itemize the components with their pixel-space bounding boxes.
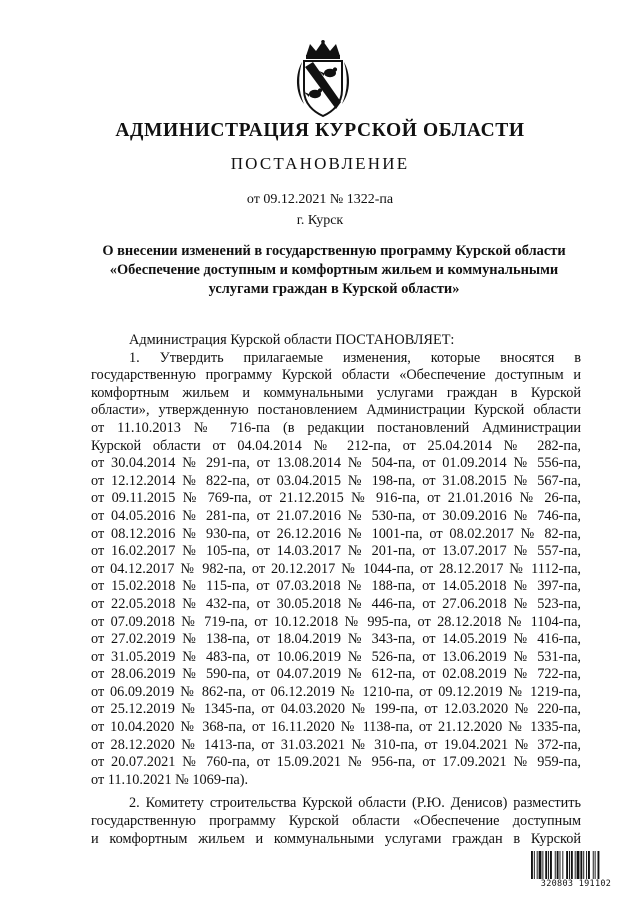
paragraph1-line: от 16.02.2017 № 105-па, от 14.03.2017 № 201-па, от 13.07.2017 № 557-па,: [91, 543, 581, 560]
paragraph1-line: от 15.02.2018 № 115-па, от 07.03.2018 № 188-па, от 14.05.2018 № 397-па,: [91, 578, 581, 595]
organization-title: АДМИНИСТРАЦИЯ КУРСКОЙ ОБЛАСТИ: [115, 120, 525, 141]
paragraph2-line: государственную программу Курской области «Обеспечение доступным: [91, 813, 581, 830]
paragraph2-line: 2. Комитету строительства Курской области (Р.Ю. Денисов) разместить: [129, 795, 581, 812]
document-subject: [84, 242, 584, 299]
paragraph1-line: от 28.12.2020 № 1413-па, от 31.03.2021 № 310-па, от 19.04.2021 № 372-па,: [91, 736, 581, 753]
subject-line: «Обеспечение доступным и комфортным жильем и коммунальными: [109, 262, 559, 278]
document-city: г. Курск: [296, 213, 344, 228]
paragraph1-line: комфортным жильем и коммунальными услугами граждан в Курской: [91, 384, 581, 401]
subject-line: услугами граждан в Курской области»: [208, 281, 460, 297]
paragraph1-line: от 07.09.2018 № 719-па, от 10.12.2018 № 995-па, от 28.12.2018 № 1104-па,: [91, 613, 581, 630]
document-type: ПОСТАНОВЛЕНИЕ: [230, 154, 410, 173]
paragraph1-line: от 25.12.2019 № 1345-па, от 04.03.2020 № 199-па, от 12.03.2020 № 220-па,: [91, 701, 581, 718]
paragraph1-line: 1. Утвердить прилагаемые изменения, которые вносятся в: [129, 349, 581, 366]
paragraph1-line: от 04.05.2016 № 281-па, от 21.07.2016 № 530-па, от 30.09.2016 № 746-па,: [91, 507, 581, 524]
preamble: Администрация Курской области ПОСТАНОВЛЯЕТ:: [129, 332, 455, 348]
paragraph1-line: от 09.11.2015 № 769-па, от 21.12.2015 № 916-па, от 21.01.2016 № 26-па,: [91, 490, 581, 507]
paragraph1-line: от 28.06.2019 № 590-па, от 04.07.2019 № 612-па, от 02.08.2019 № 722-па,: [91, 666, 581, 683]
paragraph1-line: от 11.10.2013 № 716-па (в редакции постановлений Администрации: [91, 419, 581, 436]
subject-line: О внесении изменений в государственную программу Курской области: [102, 243, 566, 259]
paragraph1-line: области», утвержденную постановлением Администрации Курской области: [91, 402, 581, 419]
barcode-number: 320803 191102: [540, 879, 612, 889]
paragraph1-line: от 22.05.2018 № 432-па, от 30.05.2018 № 446-па, от 27.06.2018 № 523-па,: [91, 595, 581, 612]
paragraph1-line: от 11.10.2021 № 1069-па).: [91, 771, 249, 788]
paragraph1-line: от 04.12.2017 № 982-па, от 20.12.2017 № 1044-па, от 28.12.2017 № 1112-па,: [91, 560, 581, 577]
paragraph1-line: от 10.04.2020 № 368-па, от 16.11.2020 № 1138-па, от 21.12.2020 № 1335-па,: [91, 719, 581, 736]
document-date-number: от 09.12.2021 № 1322-па: [246, 192, 394, 207]
paragraph1-line: от 06.09.2019 № 862-па, от 06.12.2019 № 1210-па, от 09.12.2019 № 1219-па,: [91, 683, 581, 700]
paragraph2-line: и комфортным жильем и коммунальными услугами граждан в Курской: [91, 830, 581, 847]
paragraph1-line: от 12.12.2014 № 822-па, от 03.04.2015 № 198-па, от 31.08.2015 № 567-па,: [91, 472, 581, 489]
barcode-bars: [531, 851, 621, 879]
paragraph1-line: от 08.12.2016 № 930-па, от 26.12.2016 № 1001-па, от 08.02.2017 № 82-па,: [91, 525, 581, 542]
paragraph1-line: от 20.07.2021 № 760-па, от 15.09.2021 № 956-па, от 17.09.2021 № 959-па,: [91, 754, 581, 771]
paragraph1-line: от 27.02.2019 № 138-па, от 18.04.2019 № 343-па, от 14.05.2019 № 416-па,: [91, 631, 581, 648]
document-body: [91, 332, 581, 848]
document-barcode: [531, 851, 621, 891]
coat-of-arms-icon: [290, 40, 356, 118]
paragraph1-line: государственную программу Курской области «Обеспечение доступным и: [91, 367, 581, 384]
paragraph1-line: от 31.05.2019 № 483-па, от 10.06.2019 № 526-па, от 13.06.2019 № 531-па,: [91, 648, 581, 665]
paragraph1-line: от 30.04.2014 № 291-па, от 13.08.2014 № 504-па, от 01.09.2014 № 556-па,: [91, 455, 581, 472]
paragraph1-line: Курской области от 04.04.2014 № 212-па, от 25.04.2014 № 282-па,: [91, 437, 581, 454]
